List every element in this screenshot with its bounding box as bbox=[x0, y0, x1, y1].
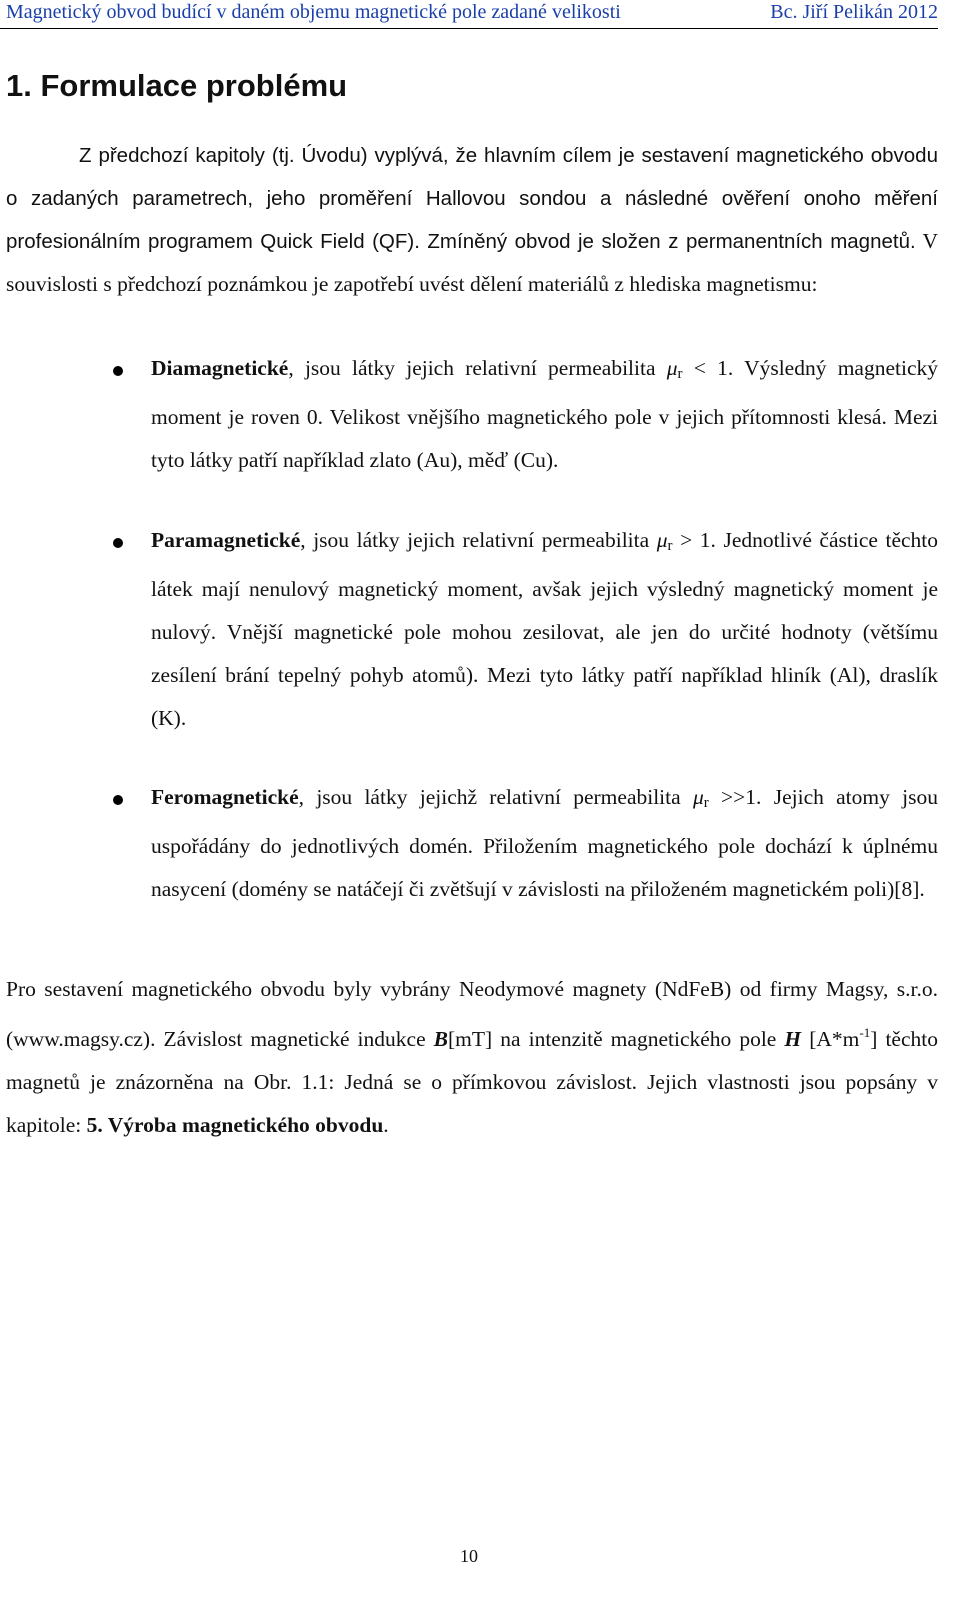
list-text: , jsou látky jejich relativní permeabilita bbox=[300, 528, 657, 552]
list-term: Diamagnetické bbox=[151, 356, 289, 380]
chapter-reference: 5. Výroba magnetického obvodu bbox=[86, 1113, 384, 1137]
running-header bbox=[0, 0, 938, 29]
symbol-h: H bbox=[784, 1027, 802, 1051]
intro-sentence-serif: V souvislosti s předchozí poznámkou je zapotřebí uvést dělení materiálů z hlediska magnetismu: bbox=[6, 229, 938, 296]
intro-paragraph bbox=[6, 134, 938, 306]
list-text: , jsou látky jejich relativní permeabilita bbox=[288, 356, 667, 380]
list-text: >>1. Jejich atomy jsou uspořádány do jednotlivých domén. Přiložením magnetického pole dochází k úplnému nasycení (domény se natáčejí či zvětšují v závislosti na přiloženém magnetickém poli)[8]. bbox=[151, 785, 939, 901]
header-author: Bc. Jiří Pelikán 2012 bbox=[770, 1, 938, 23]
intro-sentence-sans-2: Zmíněný obvod je složen z permanentních magnetů. bbox=[419, 230, 916, 253]
page-number: 10 bbox=[460, 1546, 478, 1566]
closing-text: [A*m bbox=[801, 1027, 860, 1051]
unit-superscript: -1 bbox=[859, 1025, 871, 1040]
closing-period: . bbox=[383, 1113, 389, 1137]
mu-symbol: μ bbox=[656, 528, 668, 552]
section-title: 1. Formulace problému bbox=[6, 68, 348, 103]
list-text: , jsou látky jejichž relativní permeabilita bbox=[298, 785, 693, 809]
intro-sentence-sans: Z předchozí kapitoly (tj. Úvodu) vyplývá, že hlavním cílem je sestavení magnetického obvodu o zadaných parametrech, jeho proměření Hallovou sondou a následné ověření onoho měření profesionálním programem Quick Field (QF). bbox=[6, 144, 938, 253]
bullet-icon bbox=[113, 366, 123, 376]
list-item-diamagnetic bbox=[151, 347, 938, 482]
closing-text: Pro sestavení magnetického obvodu byly vybrány Neodymové magnety (NdFeB) od firmy Magsy, s.r.o. (www.magsy.cz). Závislost magnetické indukce bbox=[6, 977, 938, 1051]
mu-subscript: r bbox=[677, 366, 683, 382]
list-text: > 1. Jednotlivé částice těchto látek mají nenulový magnetický moment, avšak jejich výsledný magnetický moment je nulový. Vnější magnetické pole mohou zesilovat, ale jen do určité hodnoty (většímu zesílení brání tepelný pohyb atomů). Mezi tyto látky patří například hliník (Al), draslík (K). bbox=[151, 528, 939, 730]
header-title: Magnetický obvod budící v daném objemu magnetické pole zadané velikosti bbox=[6, 1, 621, 23]
mu-symbol: μ bbox=[666, 356, 678, 380]
mu-symbol: μ bbox=[692, 785, 704, 809]
mu-subscript: r bbox=[703, 795, 709, 811]
bullet-icon bbox=[113, 795, 123, 805]
symbol-b: B bbox=[433, 1027, 449, 1051]
list-item-paramagnetic bbox=[151, 519, 938, 740]
mu-subscript: r bbox=[667, 538, 673, 554]
bullet-icon bbox=[113, 538, 123, 548]
closing-text: [mT] na intenzitě magnetického pole bbox=[448, 1027, 785, 1051]
list-term: Paramagnetické bbox=[151, 528, 301, 552]
closing-text: ] těchto magnetů je znázorněna na Obr. 1.1: Jedná se o přímkovou závislost. Jejich vlastnosti jsou popsány v kapitole: bbox=[6, 1027, 938, 1137]
list-item-ferromagnetic bbox=[151, 776, 938, 911]
closing-paragraph bbox=[6, 968, 938, 1147]
list-text: < 1. Výsledný magnetický moment je roven 0. Velikost vnějšího magnetického pole v jejich přítomnosti klesá. Mezi tyto látky patří například zlato (Au), měď (Cu). bbox=[151, 356, 938, 472]
list-term: Feromagnetické bbox=[151, 785, 299, 809]
